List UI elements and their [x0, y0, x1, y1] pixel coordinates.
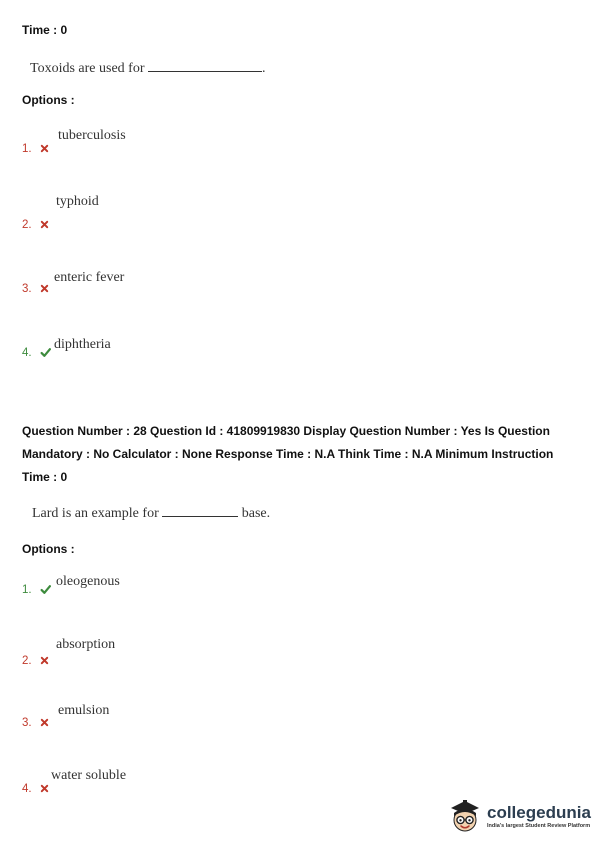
time-label: Time : 0: [22, 470, 68, 484]
wrong-mark-icon: [40, 220, 49, 229]
option-number-text: 2.: [22, 655, 32, 667]
option-text: tuberculosis: [58, 128, 126, 143]
option-number: [22, 279, 49, 297]
option-text: absorption: [56, 637, 116, 652]
question-text: [30, 59, 266, 77]
logo-brand-text: collegedunia: [487, 803, 591, 822]
option-number-text: 4.: [22, 347, 32, 359]
option-number: [22, 713, 49, 731]
mascot-icon: [446, 796, 484, 836]
wrong-mark-icon: [40, 784, 49, 793]
option-text: water soluble: [51, 768, 127, 783]
option-number-text: 2.: [22, 219, 32, 231]
question-text-before: Toxoids are used for: [30, 61, 145, 76]
options-label: Options :: [22, 542, 75, 556]
question-text-after: .: [262, 61, 266, 76]
option-number-text: 3.: [22, 717, 32, 729]
question-text: [32, 504, 270, 522]
wrong-mark-icon: [40, 144, 49, 153]
option-number-text: 3.: [22, 283, 32, 295]
option-number: [22, 651, 49, 669]
answer-blank: [148, 59, 262, 72]
option-number-text: 1.: [22, 143, 32, 155]
question-text-after: base.: [241, 506, 271, 521]
logo-tagline: India's largest Student Review Platform: [487, 823, 591, 829]
question-text-before: Lard is an example for: [32, 506, 159, 521]
correct-check-icon: [40, 584, 51, 595]
option-number: [22, 580, 51, 598]
wrong-mark-icon: [40, 718, 49, 727]
option-number: [22, 779, 49, 797]
option-number: [22, 343, 51, 361]
correct-check-icon: [40, 347, 51, 358]
option-number: [22, 215, 49, 233]
question-meta: [22, 420, 587, 489]
wrong-mark-icon: [40, 284, 49, 293]
wrong-mark-icon: [40, 656, 49, 665]
option-text: emulsion: [58, 703, 110, 718]
question-meta-line: Mandatory : No Calculator : None Response Time : N.A Think Time : N.A Minimum Instruction: [22, 447, 554, 461]
answer-blank: [162, 504, 238, 517]
option-text: diphtheria: [54, 337, 111, 352]
collegedunia-logo: [446, 796, 591, 836]
option-number: [22, 139, 49, 157]
question-meta-line: Question Number : 28 Question Id : 41809919830 Display Question Number : Yes Is Question: [22, 424, 550, 438]
option-number-text: 1.: [22, 584, 32, 596]
option-text: typhoid: [56, 194, 99, 209]
time-label: Time : 0: [22, 23, 68, 37]
option-text: enteric fever: [54, 270, 125, 285]
option-number-text: 4.: [22, 783, 32, 795]
option-text: oleogenous: [56, 574, 120, 589]
options-label: Options :: [22, 93, 75, 107]
